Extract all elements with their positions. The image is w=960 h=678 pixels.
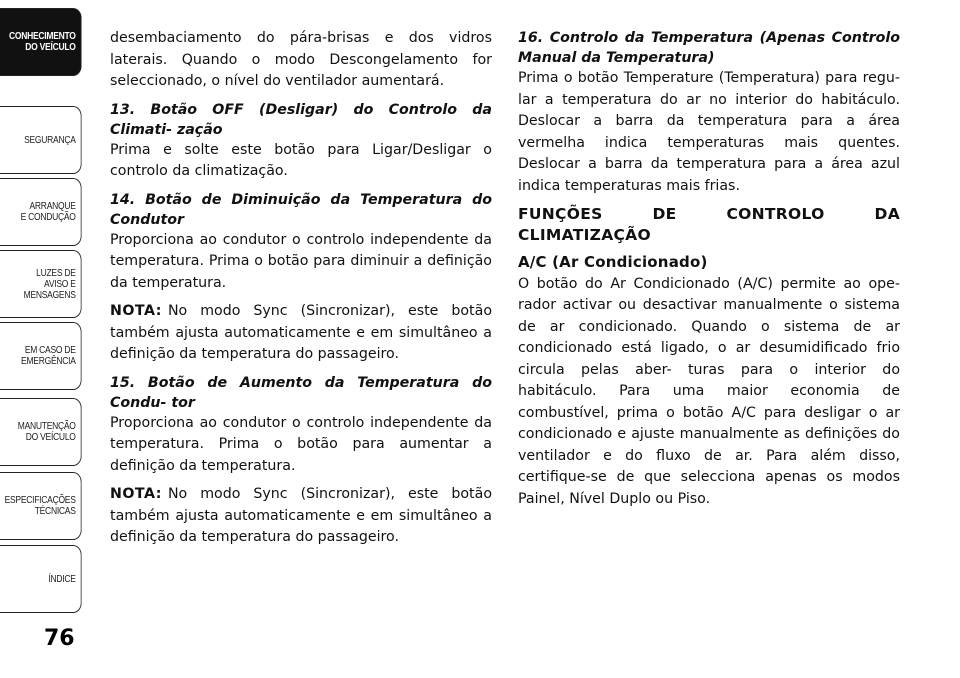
tab-label-line: DO VEÍCULO [25,432,76,443]
tab-conhecimento-do-veiculo[interactable] [0,8,82,76]
functions-heading: FUNÇÕES DE CONTROLO DA CLIMATIZAÇÃO [518,205,900,244]
tab-label-line: E CONDUÇÃO [20,212,76,223]
section-16-title: 16. Controlo da Temperatura (Apenas Controlo Manual da Temperatura) [518,30,900,66]
right-column [518,28,900,517]
tab-label-line: ÍNDICE [48,573,76,585]
section-15-body: Proporciona ao condutor o controlo independente da temperatura. Prima o botão para aumentar a definição da temperatura. [110,414,492,474]
tab-label-line: EMERGÊNCIA [21,356,76,367]
tab-label-line: CONHECIMENTO [8,31,76,42]
tab-seguranca[interactable] [0,106,82,174]
tab-label-line: EM CASO DE [24,345,76,356]
tab-label-line: SEGURANÇA [24,134,76,146]
nota-2-text: No modo Sync (Sincronizar), este botão também ajusta automaticamente e em simultâneo a definição da temperatura do passageiro. [110,486,492,545]
tab-label-line: DO VEÍCULO [25,42,76,53]
section-14-title: 14. Botão de Diminuição da Temperatura do Condutor [110,191,492,228]
tab-label-line: TÉCNICAS [34,506,76,517]
section-13-title: 13. Botão OFF (Desligar) do Controlo da Climati- zação [110,101,492,138]
ac-title: A/C (Ar Condicionado) [518,253,708,271]
chapter-sidebar [0,0,98,600]
tab-label-line: ARRANQUE [29,201,76,212]
left-column [110,28,492,556]
tab-label-line: ESPECIFICAÇÕES [4,495,76,506]
nota-1-text: No modo Sync (Sincronizar), este botão também ajusta automaticamente e em simultâneo a definição da temperatura do passageiro. [110,303,492,362]
section-14-body: Proporciona ao condutor o controlo independente da temperatura. Prima o botão para diminuir a definição da temperatura. [110,231,492,291]
tab-especificacoes-tecnicas[interactable] [0,472,82,540]
tab-luzes-de-aviso[interactable] [0,250,82,318]
tab-label-line: LUZES DE [36,267,76,279]
section-16-body: Prima o botão Temperature (Temperatura) para regu- lar a temperatura do ar no interior do habitáculo. Deslocar a barra da temperatura para a área vermelha indica temperaturas mais quentes. Deslocar a barra da temperatura para a área azul indica temperaturas mais frias. [518,70,900,194]
nota-2 [110,484,492,549]
page-number: 76 [44,626,75,651]
section-15-title: 15. Botão de Aumento da Temperatura do Condu- tor [110,374,492,411]
intro-paragraph: desembaciamento do pára-brisas e dos vidros laterais. Quando o modo Descongelamento for seleccionado, o nível do ventilador aumentará. [110,30,492,89]
tab-label-line: MANUTENÇÃO [17,421,76,432]
tab-em-caso-de-emergencia[interactable] [0,322,82,390]
tab-indice[interactable] [0,545,82,613]
tab-label-line: AVISO E [44,278,76,290]
ac-body: O botão do Ar Condicionado (A/C) permite ao ope- rador activar ou desactivar manualmente o sistema de ar condicionado. Quando o sistema de ar condicionado está ligado, o ar desumidificado frio circula pelas aber- turas para o interior do habitáculo. Para uma maior economia de combustível, prima o botão A/C para desligar o ar condicionado e ajuste manualmente as definições do ventilador e do fluxo de ar. Para além disso, certifique-se de que selecciona apenas os modos Painel, Nível Duplo ou Piso. [518,275,900,507]
tab-manutencao-do-veiculo[interactable] [0,398,82,466]
nota-label: NOTA: [110,303,162,319]
tab-label-line: MENSAGENS [23,289,76,301]
tab-arranque-e-conducao[interactable] [0,178,82,246]
nota-label: NOTA: [110,486,162,502]
section-13-body: Prima e solte este botão para Ligar/Desligar o controlo da climatização. [110,141,492,179]
nota-1 [110,301,492,366]
